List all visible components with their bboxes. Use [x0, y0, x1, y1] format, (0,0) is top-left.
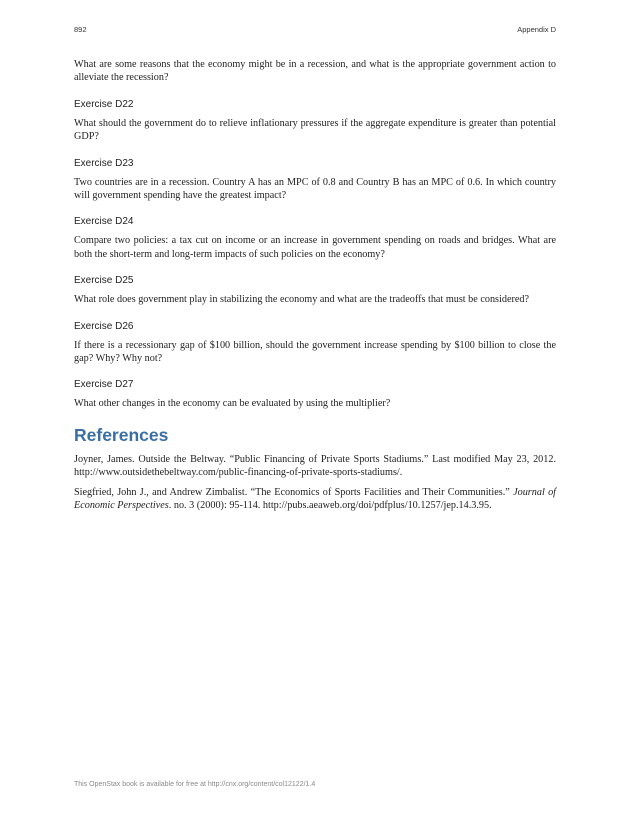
exercise-text: Compare two policies: a tax cut on income or an increase in government spending on roads and bridges. What are both the short-term and long-term impacts of such policies on the economy?: [74, 235, 556, 260]
exercise-d26: [74, 321, 556, 366]
chapter-label: Appendix D: [517, 25, 556, 34]
exercise-heading: Exercise D24: [74, 216, 134, 228]
reference-item: [74, 486, 556, 513]
references-heading: References: [74, 424, 169, 445]
exercise-d22: [74, 99, 556, 144]
reference-item: Joyner, James. Outside the Beltway. “Public Financing of Private Sports Stadiums.” Last modified May 23, 2012. http://www.outsidethebeltway.com/public-financing-of-private-sports-stadiums/.: [74, 453, 556, 479]
reference-text: Siegfried, John J., and Andrew Zimbalist. “The Economics of Sports Facilities and Their Communities.”: [74, 486, 514, 498]
reference-list: [74, 453, 556, 513]
exercise-heading: Exercise D27: [74, 379, 134, 391]
exercise-text: What should the government do to relieve inflationary pressures if the aggregate expenditure is greater than potential GDP?: [74, 117, 556, 143]
exercise-heading: Exercise D23: [74, 157, 134, 169]
exercise-text: If there is a recessionary gap of $100 billion, should the government increase spending by $100 billion to close the gap? Why? Why not?: [74, 339, 556, 365]
journal-title: Journal of Economic Perspectives: [74, 486, 556, 512]
page-header: [74, 25, 556, 37]
exercise-d25: [74, 275, 556, 306]
page-number: 892: [74, 25, 87, 34]
exercise-heading: Exercise D25: [74, 275, 134, 287]
exercise-d27: [74, 379, 556, 410]
page-content: [74, 58, 556, 519]
exercise-heading: Exercise D22: [74, 98, 134, 110]
exercise-heading: Exercise D26: [74, 320, 134, 332]
reference-text: . no. 3 (2000): 95-114. http://pubs.aeaweb.org/doi/pdfplus/10.1257/jep.14.3.95.: [168, 500, 492, 512]
exercise-d23: [74, 158, 556, 203]
intro-question: What are some reasons that the economy might be in a recession, and what is the appropriate government action to alleviate the recession?: [74, 59, 556, 84]
exercise-text: What other changes in the economy can be evaluated by using the multiplier?: [74, 398, 391, 410]
page-footer: This OpenStax book is available for free at http://cnx.org/content/col12122/1.4: [74, 781, 316, 788]
exercise-d24: [74, 216, 556, 261]
exercise-text: What role does government play in stabilizing the economy and what are the tradeoffs that must be considered?: [74, 294, 529, 306]
exercise-text: Two countries are in a recession. Country A has an MPC of 0.8 and Country B has an MPC of 0.6. In which country will government spending have the greatest impact?: [74, 176, 556, 202]
